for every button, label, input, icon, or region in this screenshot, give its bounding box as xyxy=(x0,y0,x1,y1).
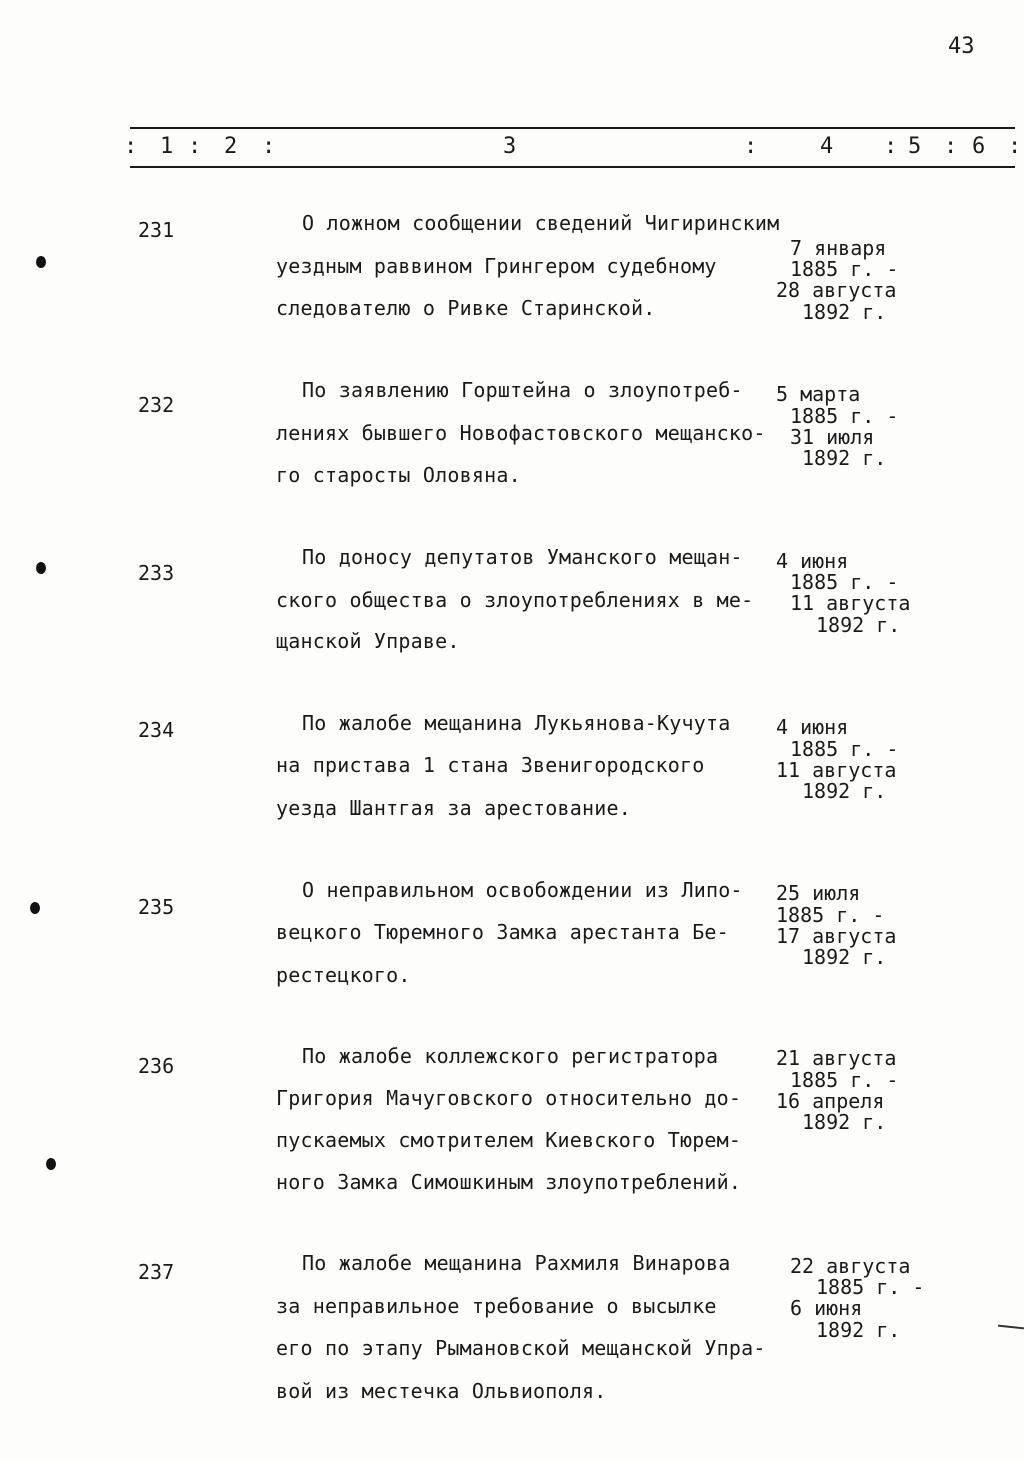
punch-hole-mark xyxy=(46,1158,56,1170)
column-separator: : xyxy=(744,134,758,159)
entry-date-end-year: 1892 г. xyxy=(802,945,887,969)
column-header-1: 1 xyxy=(160,134,174,159)
entry-title-line: По жалобе мещанина Рахмиля Винарова xyxy=(302,1251,731,1275)
entry-title-line: пускаемых смотрителем Киевского Тюрем- xyxy=(276,1128,742,1152)
entry-title-line: По заявлению Горштейна о злоупотреб- xyxy=(302,378,743,402)
entry-date-end-year: 1892 г. xyxy=(816,613,901,637)
column-header-4: 4 xyxy=(820,134,834,159)
column-header-3: 3 xyxy=(503,134,517,159)
punch-hole-mark xyxy=(36,562,46,574)
column-separator: : xyxy=(944,134,958,159)
entry-title-line: го старосты Оловяна. xyxy=(276,463,521,487)
entry-number: 236 xyxy=(138,1054,175,1078)
column-separator: : xyxy=(884,134,898,159)
entry-title-line: за неправильное требование о высылке xyxy=(276,1294,717,1318)
entry-title-line: По доносу депутатов Уманского мещан- xyxy=(302,545,743,569)
entry-number: 232 xyxy=(138,393,175,417)
margin-pencil-mark xyxy=(998,1325,1024,1330)
column-separator: : xyxy=(188,134,202,159)
entry-date-end: 31 июля xyxy=(790,425,875,449)
entry-title-line: По жалобе коллежского регистратора xyxy=(302,1044,719,1068)
entry-date-start-year: 1885 г. - xyxy=(790,404,899,428)
entry-number: 237 xyxy=(138,1260,175,1284)
entry-date-end-year: 1892 г. xyxy=(802,779,887,803)
column-header-6: 6 xyxy=(972,134,986,159)
entry-title-line: ского общества о злоупотреблениях в ме- xyxy=(276,588,754,612)
entry-title-line: щанской Управе. xyxy=(276,629,460,653)
entry-title-line: вецкого Тюремного Замка арестанта Бе- xyxy=(276,920,729,944)
column-separator: : xyxy=(1008,134,1022,159)
entry-date-start: 4 июня xyxy=(776,715,849,739)
entry-title-line: на пристава 1 стана Звенигородского xyxy=(276,753,705,777)
column-header-5: 5 xyxy=(908,134,922,159)
entry-date-start-year: 1885 г. - xyxy=(790,737,899,761)
punch-hole-mark xyxy=(36,256,46,268)
entry-date-start-year: 1885 г. - xyxy=(790,1068,899,1092)
entry-date-end: 16 апреля xyxy=(776,1089,885,1113)
header-bottom-rule xyxy=(130,166,1015,168)
entry-date-start-year: 1885 г. - xyxy=(816,1275,925,1299)
entry-date-end: 6 июня xyxy=(790,1296,863,1320)
entry-title-line: По жалобе мещанина Лукьянова-Кучута xyxy=(302,711,731,735)
entry-number: 233 xyxy=(138,561,175,585)
entry-title-line: рестецкого. xyxy=(276,963,411,987)
entry-date-end-year: 1892 г. xyxy=(802,300,887,324)
entry-title-line: лениях бывшего Новофастовского мещанско- xyxy=(276,421,766,445)
entry-title-line: О ложном сообщении сведений Чигиринским xyxy=(302,211,780,235)
entry-number: 235 xyxy=(138,895,175,919)
entry-number: 234 xyxy=(138,718,175,742)
punch-hole-mark xyxy=(30,902,40,914)
entry-title-line: его по этапу Рымановской мещанской Упра- xyxy=(276,1336,766,1360)
entry-number: 231 xyxy=(138,218,175,242)
entry-date-start: 21 августа xyxy=(776,1046,897,1070)
entry-date-end-year: 1892 г. xyxy=(802,446,887,470)
entry-title-line: вой из местечка Ольвиополя. xyxy=(276,1379,607,1403)
entry-date-end: 11 августа xyxy=(790,591,911,615)
entry-title-line: ного Замка Симошкиным злоупотреблений. xyxy=(276,1170,742,1194)
column-header-2: 2 xyxy=(224,134,238,159)
entry-date-end: 11 августа xyxy=(776,758,897,782)
header-top-rule xyxy=(130,127,1015,129)
entry-date-start: 7 января xyxy=(790,236,887,260)
entry-date-end-year: 1892 г. xyxy=(802,1110,887,1134)
entry-title-line: уезда Шантгая за арестование. xyxy=(276,796,631,820)
page-number: 43 xyxy=(948,34,975,59)
entry-date-start: 4 июня xyxy=(776,549,849,573)
entry-date-start: 5 марта xyxy=(776,382,861,406)
column-separator: : xyxy=(124,134,138,159)
entry-title-line: Григория Мачуговского относительно до- xyxy=(276,1086,742,1110)
entry-date-start-year: 1885 г. - xyxy=(790,570,899,594)
entry-date-start-year: 1885 г. - xyxy=(790,257,899,281)
entry-date-start: 25 июля xyxy=(776,881,861,905)
entry-title-line: О неправильном освобождении из Липо- xyxy=(302,878,743,902)
entry-date-end: 17 августа xyxy=(776,924,897,948)
entry-date-start-year: 1885 г. - xyxy=(776,903,885,927)
entry-date-end-year: 1892 г. xyxy=(816,1318,901,1342)
entry-date-start: 22 августа xyxy=(790,1254,911,1278)
entry-title-line: следователю о Ривке Старинской. xyxy=(276,296,656,320)
entry-date-end: 28 августа xyxy=(776,278,897,302)
entry-title-line: уездным раввином Грингером судебному xyxy=(276,254,717,278)
column-separator: : xyxy=(262,134,276,159)
